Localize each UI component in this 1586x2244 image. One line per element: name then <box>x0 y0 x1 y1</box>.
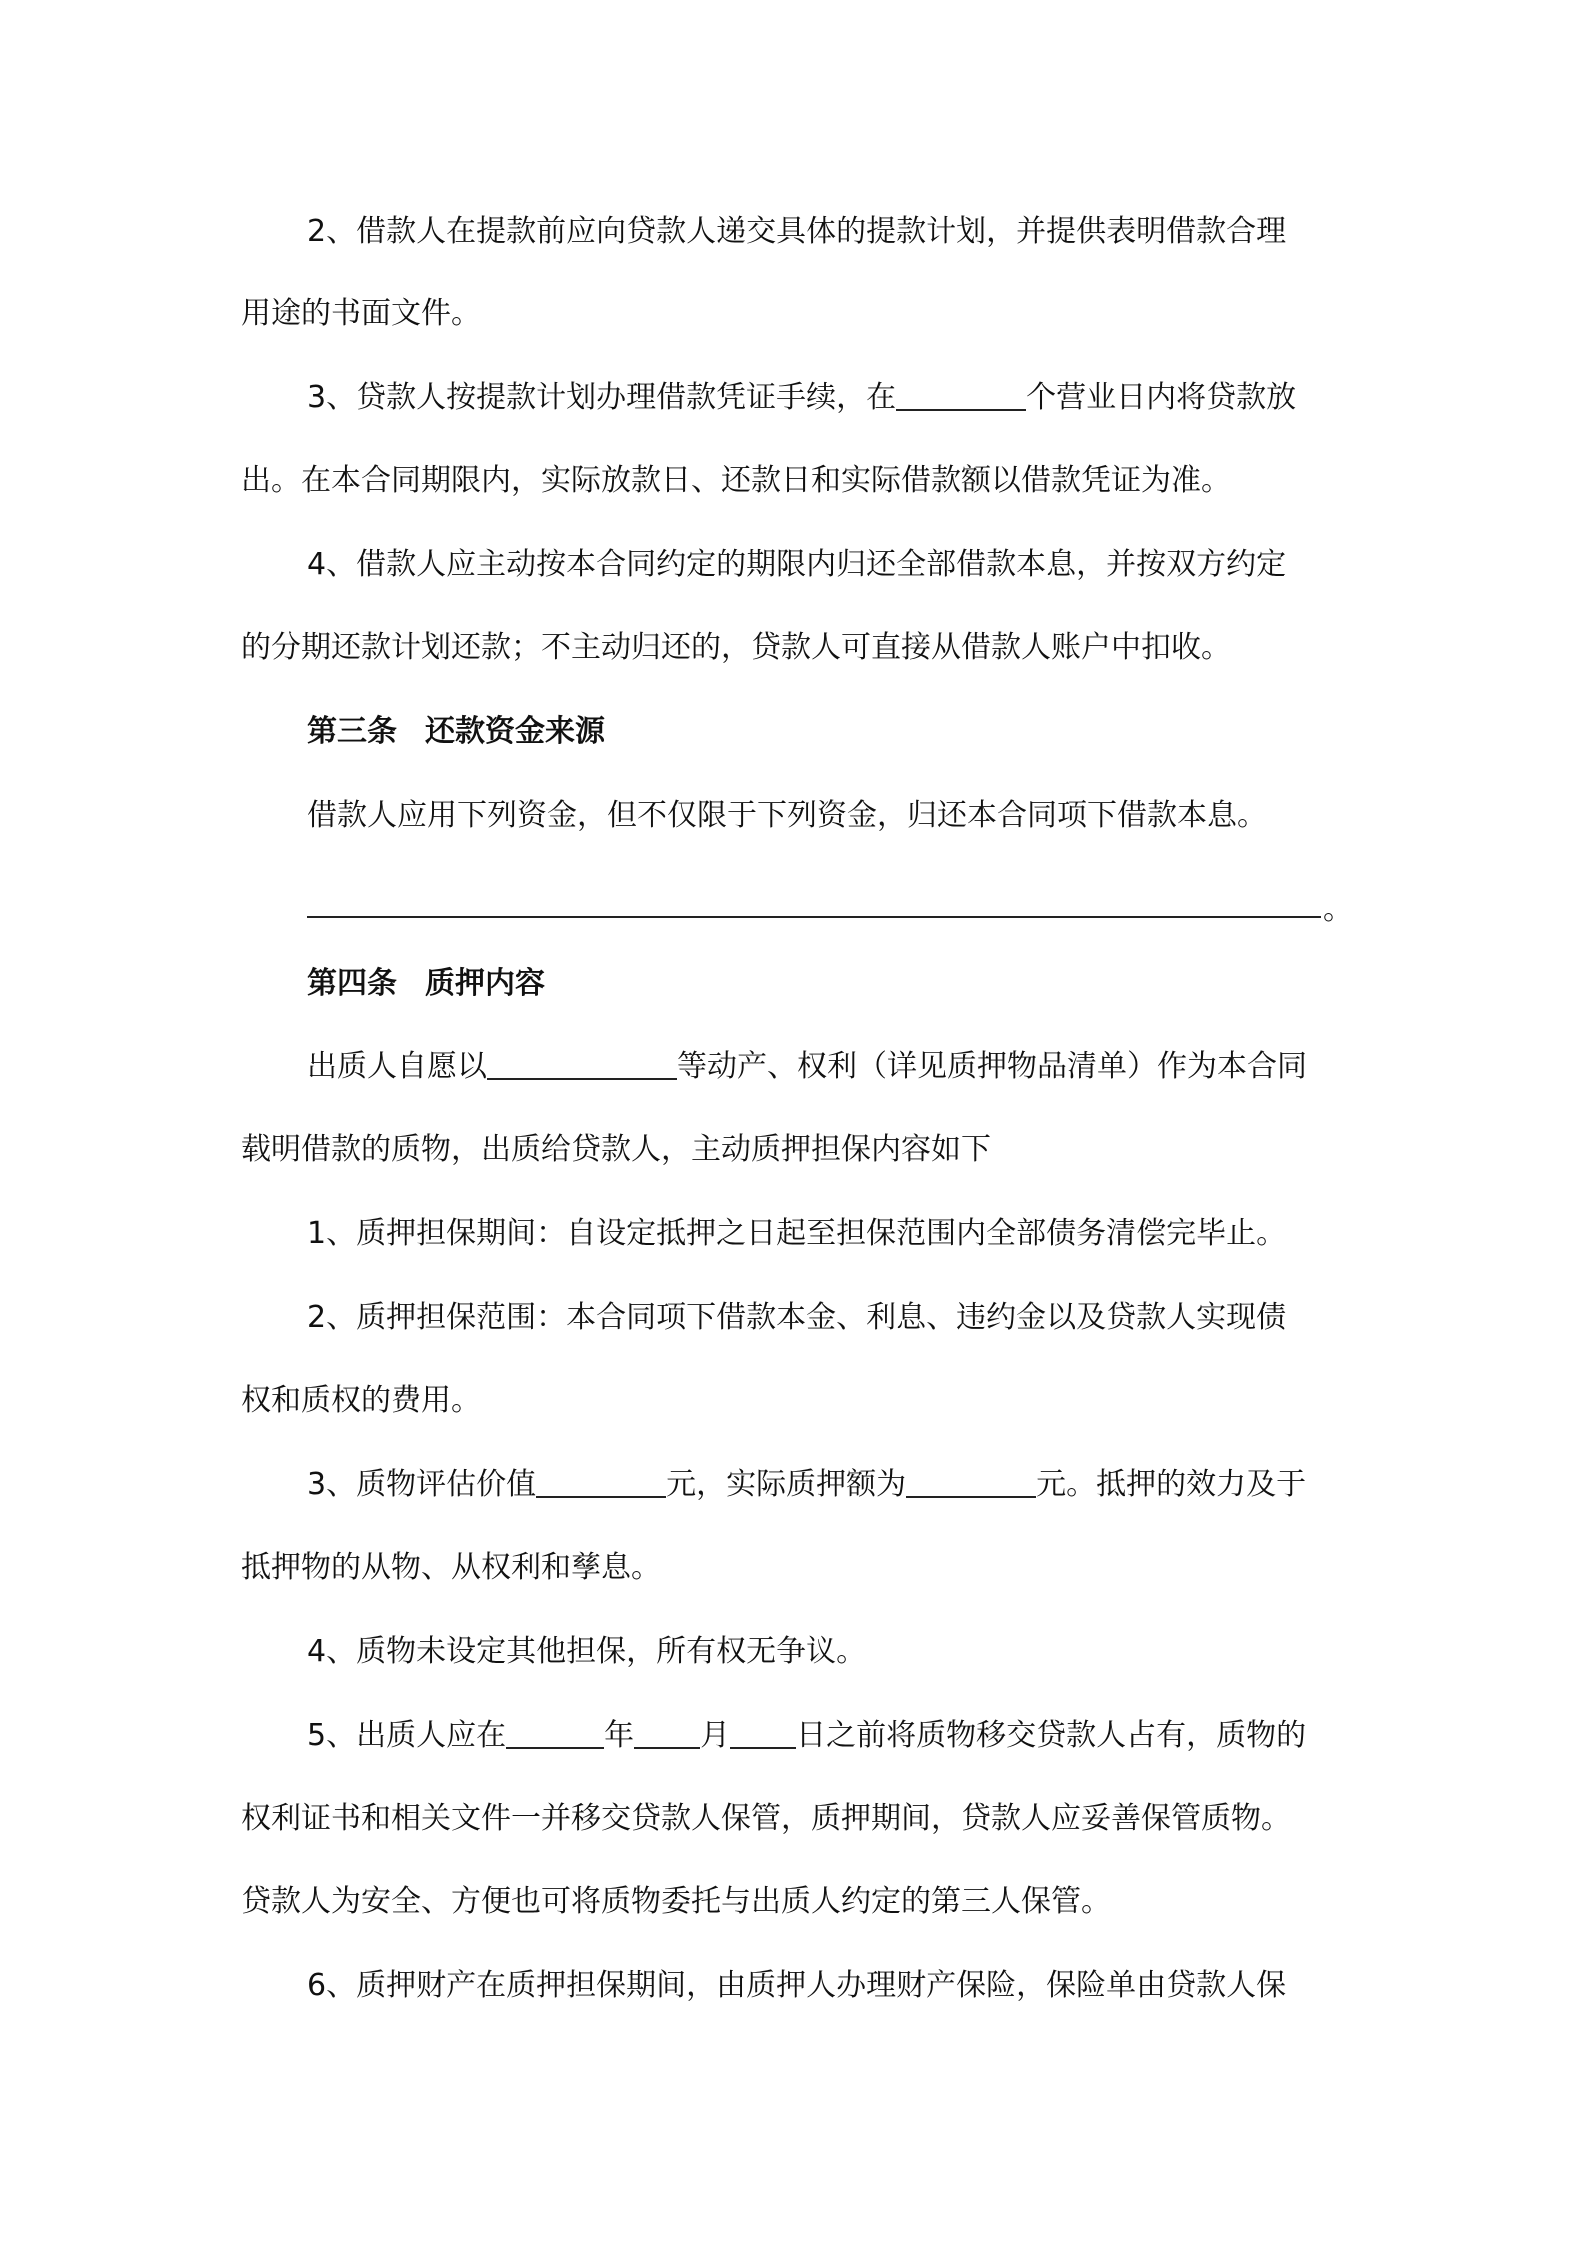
item-3-text-a: 3、质物评估价值 <box>307 1467 537 1502</box>
article-4-intro-line-1 <box>307 1047 1307 1087</box>
article-4-number: 第四条 <box>307 966 397 1001</box>
paragraph-4-line-2: 的分期还款计划还款；不主动归还的，贷款人可直接从借款人账户中扣收。 <box>241 630 1231 665</box>
paragraph-2-line-1: 2、借款人在提款前应向贷款人递交具体的提款计划，并提供表明借款合理 <box>307 214 1287 249</box>
article-3-body: 借款人应用下列资金，但不仅限于下列资金，归还本合同项下借款本息。 <box>307 798 1267 833</box>
item-2-line-1: 2、质押担保范围：本合同项下借款本金、利息、违约金以及贷款人实现债 <box>307 1300 1287 1335</box>
item-5-line-1 <box>307 1716 1306 1756</box>
paragraph-2-line-2: 用途的书面文件。 <box>241 296 481 331</box>
paragraph-3-line-1 <box>307 378 1296 418</box>
item-6-line-1: 6、质押财产在质押担保期间，由质押人办理财产保险，保险单由贷款人保 <box>307 1968 1287 2003</box>
assessed-value-blank <box>536 1466 666 1498</box>
paragraph-3-line-2: 出。在本合同期限内，实际放款日、还款日和实际借款额以借款凭证为准。 <box>241 463 1231 498</box>
month-blank <box>634 1717 700 1749</box>
pledge-amount-blank <box>906 1466 1036 1498</box>
article-4-title: 质押内容 <box>425 966 545 1001</box>
item-5-line-3: 贷款人为安全、方便也可将质物委托与出质人约定的第三人保管。 <box>241 1884 1111 1919</box>
article-3-heading <box>307 712 605 752</box>
article-4-intro-b: 等动产、权利（详见质押物品清单）作为本合同 <box>677 1049 1307 1084</box>
item-2-line-2: 权和质权的费用。 <box>241 1383 481 1418</box>
day-blank <box>730 1717 796 1749</box>
article-3-title: 还款资金来源 <box>425 714 605 749</box>
article-3-number: 第三条 <box>307 714 397 749</box>
business-days-blank <box>896 379 1026 411</box>
item-5-month-label: 月 <box>700 1718 731 1753</box>
item-5-line-2: 权利证书和相关文件一并移交贷款人保管，质押期间，贷款人应妥善保管质物。 <box>241 1801 1291 1836</box>
item-5-text-d: 日之前将质物移交贷款人占有，质物的 <box>796 1718 1307 1753</box>
article-4-intro-line-2: 载明借款的质物，出质给贷款人，主动质押担保内容如下 <box>241 1132 991 1167</box>
paragraph-3-text-a: 3、贷款人按提款计划办理借款凭证手续，在 <box>307 380 897 415</box>
item-3-text-b: 元，实际质押额为 <box>666 1467 907 1502</box>
article-4-intro-a: 出质人自愿以 <box>307 1049 487 1084</box>
item-4: 4、质物未设定其他担保，所有权无争议。 <box>307 1634 867 1669</box>
paragraph-4-line-1: 4、借款人应主动按本合同约定的期限内归还全部借款本息，并按双方约定 <box>307 547 1287 582</box>
item-5-year-label: 年 <box>604 1718 635 1753</box>
repayment-source-blank <box>307 916 1321 918</box>
paragraph-3-text-b: 个营业日内将贷款放 <box>1026 380 1297 415</box>
item-3-text-c: 元。抵押的效力及于 <box>1036 1467 1307 1502</box>
repayment-source-period: 。 <box>1323 892 1353 927</box>
year-blank <box>506 1717 604 1749</box>
item-5-text-a: 5、出质人应在 <box>307 1718 507 1753</box>
pledged-property-blank <box>487 1048 677 1080</box>
item-3-line-2: 抵押物的从物、从权利和孳息。 <box>241 1550 661 1585</box>
item-1: 1、质押担保期间：自设定抵押之日起至担保范围内全部债务清偿完毕止。 <box>307 1216 1287 1251</box>
item-3-line-1 <box>307 1465 1306 1505</box>
article-4-heading <box>307 964 545 1004</box>
